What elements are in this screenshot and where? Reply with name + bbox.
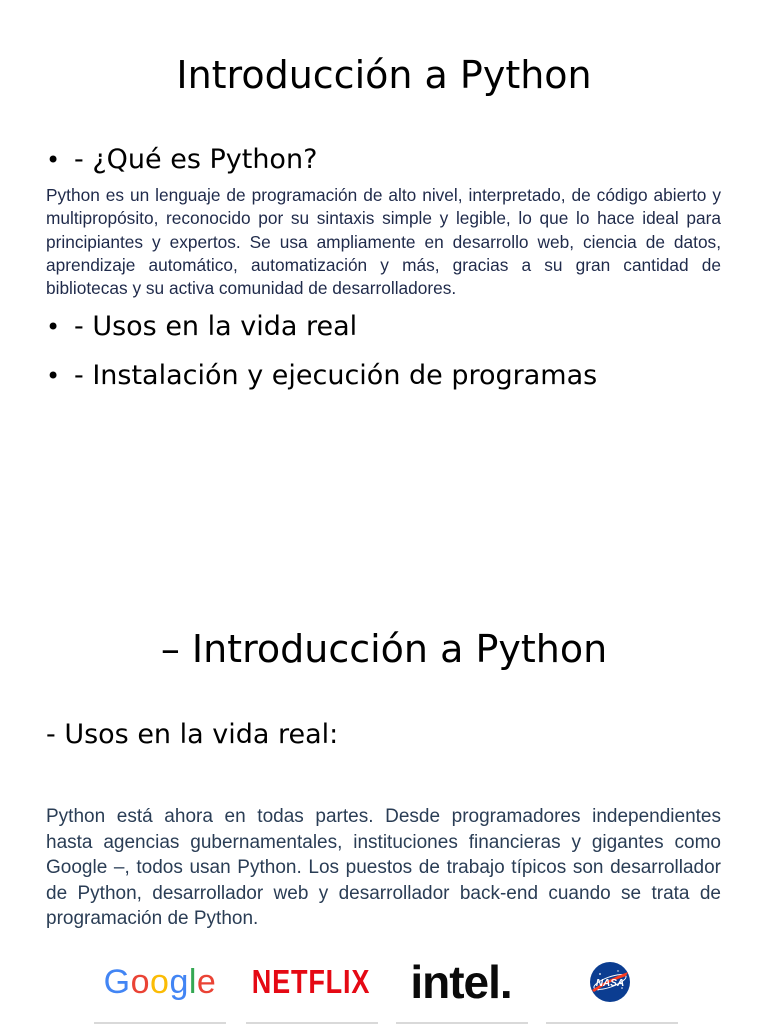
slide-2	[0, 576, 768, 1024]
nasa-meatball-icon	[588, 960, 632, 1004]
company-logos-strip	[76, 940, 690, 1024]
bullet-que-es-python	[46, 143, 317, 177]
nasa-logo	[584, 940, 636, 1024]
google-logo: G o o g l e	[103, 962, 217, 1001]
bullet-text: - Instalación y ejecución de programas	[74, 360, 598, 391]
bullet-usos-vida-real	[46, 310, 357, 344]
slide-2-title: – Introducción a Python	[160, 627, 608, 671]
bullet-text: - ¿Qué es Python?	[74, 144, 318, 175]
python-description: Python es un lenguaje de programación de alto nivel, interpretado, de código abierto y multipropósito, reconocido por su sintaxis simple y legible, lo que lo hace ideal para principiantes y expertos. Se usa ampliamente en desarrollo web, ciencia de datos, aprendizaje automático, automatización y más, gracias a su gran cantidad de bibliotecas y su activa comunidad de desarrolladores.	[46, 185, 721, 299]
usos-description: Python está ahora en todas partes. Desde programadores independientes hasta agencias gubernamentales, instituciones financieras y gigantes como Google –, todos usan Python. Los puestos de trabajo típicos son desarrollador de Python, desarrollador web y desarrollador back-end cuando se trata de programación de Python.	[46, 806, 721, 929]
netflix-logo: NETFLIX	[251, 963, 371, 1000]
nasa-logo-text: NASA	[595, 978, 625, 989]
usos-subheading: - Usos en la vida real:	[46, 719, 339, 750]
slide-1-title: Introducción a Python	[176, 53, 592, 97]
bullet-instalacion	[46, 359, 597, 393]
bullet-marker: •	[46, 362, 61, 390]
bullet-marker: •	[46, 146, 61, 174]
intel-logo: intel.	[410, 956, 512, 1008]
bullet-marker: •	[46, 313, 61, 341]
bullet-text: - Usos en la vida real	[74, 311, 358, 342]
